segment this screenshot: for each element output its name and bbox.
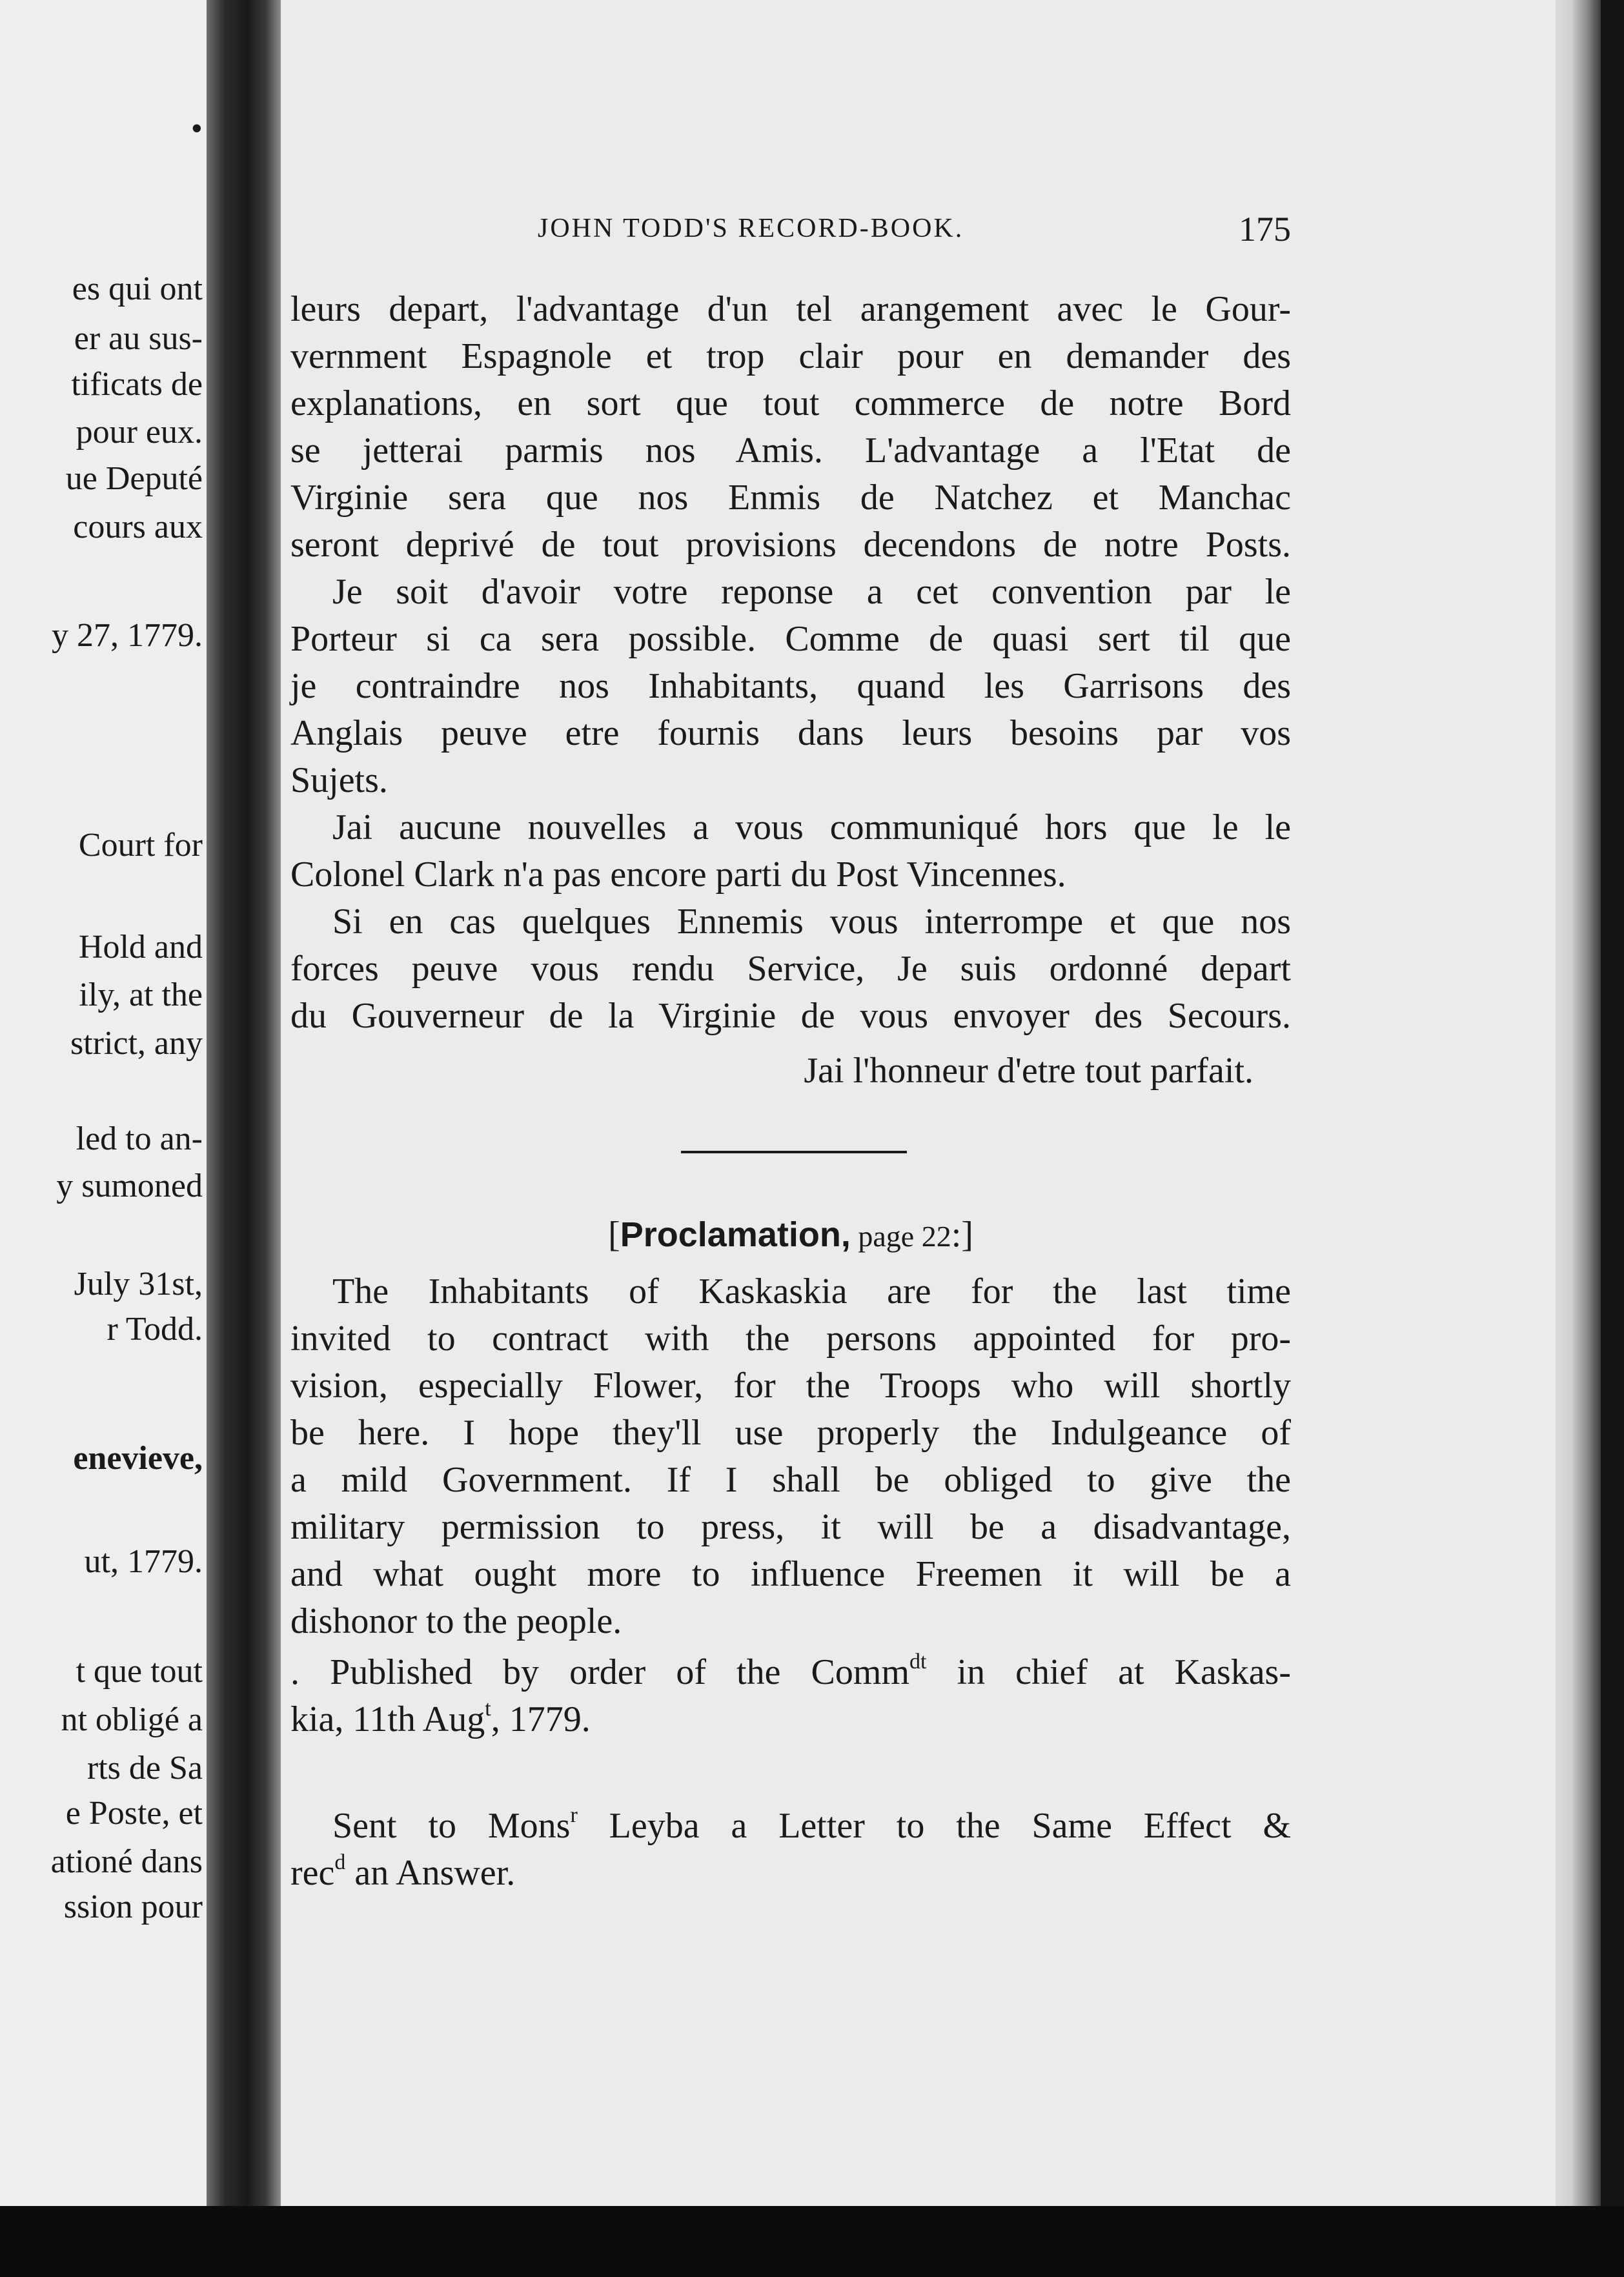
facing-page-line: t que tout: [76, 1653, 203, 1690]
facing-page-line: strict, any: [70, 1025, 203, 1062]
letter-line: leurs depart, l'advantage d'un tel arangement avec le Gour-: [290, 289, 1291, 329]
heading-bracket-close: :]: [951, 1215, 973, 1255]
letter-line: Sujets.: [290, 760, 388, 800]
note-line: [290, 1850, 1291, 1897]
facing-page-line: ue Deputé: [65, 460, 203, 497]
letter-line: Jai aucune nouvelles a vous communiqué hors que le le: [332, 807, 1291, 847]
facing-page-line: Hold and: [78, 929, 203, 966]
section-divider: [681, 1151, 907, 1153]
heading-page-number: 22: [921, 1220, 951, 1253]
letter-line: forces peuve vous rendu Service, Je suis ordonné depart: [290, 949, 1291, 989]
facing-page-line: enevieve,: [73, 1440, 203, 1477]
facing-page-line: ssion pour: [63, 1888, 203, 1925]
note-text: an Answer.: [345, 1853, 516, 1893]
scan-border-bottom: [0, 2206, 1624, 2277]
facing-page-line: Court for: [78, 827, 203, 864]
proclamation-line: invited to contract with the persons appointed for pro-: [290, 1319, 1291, 1359]
letter-closing: Jai l'honneur d'etre tout parfait.: [804, 1051, 1254, 1091]
published-text: in chief at Kaskas-: [926, 1652, 1291, 1692]
superscript: d: [334, 1850, 346, 1875]
heading-bracket-open: [: [608, 1215, 620, 1255]
proclamation-line: dishonor to the people.: [290, 1601, 622, 1641]
note-text: rec: [290, 1853, 335, 1893]
heading-page-label: page: [850, 1220, 922, 1253]
superscript: dt: [909, 1650, 927, 1674]
proclamation-line: be here. I hope they'll use properly the Indulgeance of: [290, 1413, 1291, 1453]
letter-line: du Gouverneur de la Virginie de vous envoyer des Secours.: [290, 996, 1291, 1036]
page-number: 175: [1239, 210, 1291, 248]
running-head: JOHN TODD'S RECORD-BOOK.: [538, 214, 964, 243]
facing-page-line: pour eux.: [76, 414, 203, 450]
facing-page-line: ut, 1779.: [84, 1543, 203, 1580]
page-edge: [1556, 0, 1601, 2206]
facing-page-line: ily, at the: [79, 977, 203, 1013]
facing-page-line: cours aux: [73, 509, 203, 545]
published-text: kia, 11th Aug: [290, 1699, 485, 1739]
letter-line: vernment Espagnole et trop clair pour en demander des: [290, 336, 1291, 376]
facing-page-line: tificats de: [71, 366, 203, 403]
facing-page-line: led to an-: [76, 1120, 203, 1157]
note-line: [290, 1803, 1291, 1850]
letter-line: se jetterai parmis nos Amis. L'advantage a l'Etat de: [290, 430, 1291, 471]
proclamation-line: military permission to press, it will be a disadvantage,: [290, 1507, 1291, 1547]
facing-page-line: ationé dans: [50, 1843, 203, 1880]
proclamation-line: and what ought more to influence Freemen it will be a: [290, 1554, 1291, 1594]
proclamation-line: The Inhabitants of Kaskaskia are for the last time: [332, 1271, 1291, 1311]
book-gutter: [207, 0, 281, 2207]
proclamation-line: a mild Government. If I shall be obliged to give the: [290, 1460, 1291, 1500]
letter-line: Je soit d'avoir votre reponse a cet convention par le: [332, 572, 1291, 612]
proclamation-heading: [290, 1209, 1291, 1260]
facing-page-line: nt obligé a: [61, 1701, 203, 1738]
facing-page-line: rts de Sa: [86, 1750, 203, 1786]
page-header: [255, 210, 1291, 258]
scan-border-right: [1601, 0, 1624, 2277]
facing-page-line: r Todd.: [107, 1311, 203, 1348]
facing-page-line: y 27, 1779.: [52, 617, 203, 654]
note-text: Sent to Mons: [332, 1806, 571, 1846]
letter-line: Si en cas quelques Ennemis vous interrompe et que nos: [332, 902, 1291, 942]
published-text: , 1779.: [491, 1699, 591, 1739]
facing-page-line: y sumoned: [56, 1168, 203, 1204]
superscript: r: [570, 1803, 578, 1828]
letter-line: Anglais peuve etre fournis dans leurs besoins par vos: [290, 713, 1291, 753]
heading-title: Proclamation,: [620, 1215, 851, 1254]
facing-page-line: e Poste, et: [65, 1795, 203, 1832]
facing-page-line: er au sus-: [74, 320, 203, 357]
facing-page-line: es qui ont: [72, 270, 203, 307]
letter-line: Porteur si ca sera possible. Comme de quasi sert til que: [290, 619, 1291, 659]
facing-page-line: July 31st,: [74, 1266, 203, 1302]
letter-line: explanations, en sort que tout commerce de notre Bord: [290, 383, 1291, 423]
letter-line: Colonel Clark n'a pas encore parti du Post Vincennes.: [290, 855, 1066, 895]
letter-line: Virginie sera que nos Enmis de Natchez et Manchac: [290, 478, 1291, 518]
facing-page: [0, 0, 207, 2207]
published-text: . Published by order of the Comm: [290, 1652, 909, 1692]
note-text: Leyba a Letter to the Same Effect &: [577, 1806, 1291, 1846]
letter-line: seront deprivé de tout provisions decendons de notre Posts.: [290, 525, 1291, 565]
proclamation-line: vision, especially Flower, for the Troops who will shortly: [290, 1366, 1291, 1406]
published-date-line: [290, 1696, 1291, 1743]
superscript: t: [485, 1697, 491, 1721]
letter-line: je contraindre nos Inhabitants, quand les Garrisons des: [290, 666, 1291, 706]
facing-page-line: •: [190, 110, 203, 147]
published-line: [290, 1649, 1291, 1696]
